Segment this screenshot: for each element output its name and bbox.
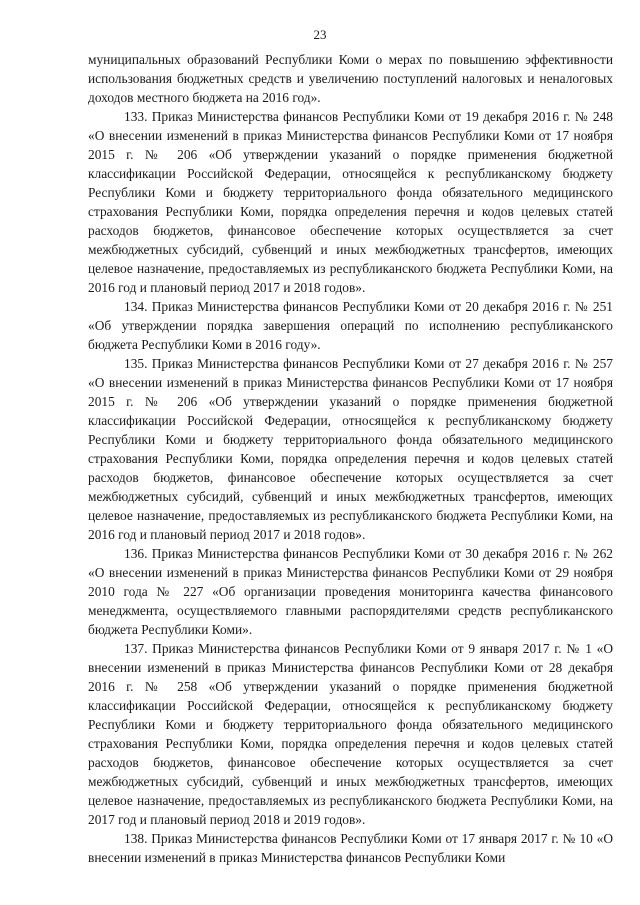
paragraph-item-137: 137. Приказ Министерства финансов Республики Коми от 9 января 2017 г. № 1 «О внесении изменений в приказ Министерства финансов Республики Коми от 28 декабря 2016 г. № 258 «Об утверждении указаний о порядке применения бюджетной классификации Российской Федерации, относящейся к республиканскому бюджету Республики Коми и бюджету территориального фонда обязательного медицинского страхования Республики Коми, порядка определения перечня и кодов целевых статей расходов бюджетов, финансовое обеспечение которых осуществляется за счет межбюджетных субсидий, субвенций и иных межбюджетных трансфертов, имеющих целевое назначение, предоставляемых из республиканского бюджета Республики Коми, на 2017 год и плановый период 2018 и 2019 годов». bbox=[88, 641, 613, 827]
paragraph-item-134: 134. Приказ Министерства финансов Республики Коми от 20 декабря 2016 г. № 251 «Об утверждении порядка завершения операций по исполнению республиканского бюджета Республики Коми в 2016 году». bbox=[88, 299, 613, 352]
page-number: 23 bbox=[313, 27, 327, 42]
paragraph-continuation: муниципальных образований Республики Коми о мерах по повышению эффективности использования бюджетных средств и увеличению поступлений налоговых и неналоговых доходов местного бюджета на 2016 год». bbox=[88, 52, 613, 105]
paragraph-item-138: 138. Приказ Министерства финансов Республики Коми от 17 января 2017 г. № 10 «О внесении изменений в приказ Министерства финансов Республики Коми bbox=[88, 831, 613, 865]
paragraph-item-135: 135. Приказ Министерства финансов Республики Коми от 27 декабря 2016 г. № 257 «О внесении изменений в приказ Министерства финансов Республики Коми от 17 ноября 2015 г. № 206 «Об утверждении указаний о порядке применения бюджетной классификации Российской Федерации, относящейся к республиканскому бюджету Республики Коми и бюджету территориального фонда обязательного медицинского страхования Республики Коми, порядка определения перечня и кодов целевых статей расходов бюджетов, финансовое обеспечение которых осуществляется за счет межбюджетных субсидий, субвенций и иных межбюджетных трансфертов, имеющих целевое назначение, предоставляемых из республиканского бюджета Республики Коми, на 2016 год и плановый период 2017 и 2018 годов». bbox=[88, 356, 613, 542]
document-body bbox=[88, 50, 613, 867]
paragraph-item-136: 136. Приказ Министерства финансов Республики Коми от 30 декабря 2016 г. № 262 «О внесении изменений в приказ Министерства финансов Республики Коми от 29 ноября 2010 года № 227 «Об организации проведения мониторинга качества финансового менеджмента, осуществляемого главными распорядителями средств республиканского бюджета Республики Коми». bbox=[88, 546, 613, 637]
paragraph-item-133: 133. Приказ Министерства финансов Республики Коми от 19 декабря 2016 г. № 248 «О внесении изменений в приказ Министерства финансов Республики Коми от 17 ноября 2015 г. № 206 «Об утверждении указаний о порядке применения бюджетной классификации Российской Федерации, относящейся к республиканскому бюджету Республики Коми и бюджету территориального фонда обязательного медицинского страхования Республики Коми, порядка определения перечня и кодов целевых статей расходов бюджетов, финансовое обеспечение которых осуществляется за счет межбюджетных субсидий, субвенций и иных межбюджетных трансфертов, имеющих целевое назначение, предоставляемых из республиканского бюджета Республики Коми, на 2016 год и плановый период 2017 и 2018 годов». bbox=[88, 109, 613, 295]
